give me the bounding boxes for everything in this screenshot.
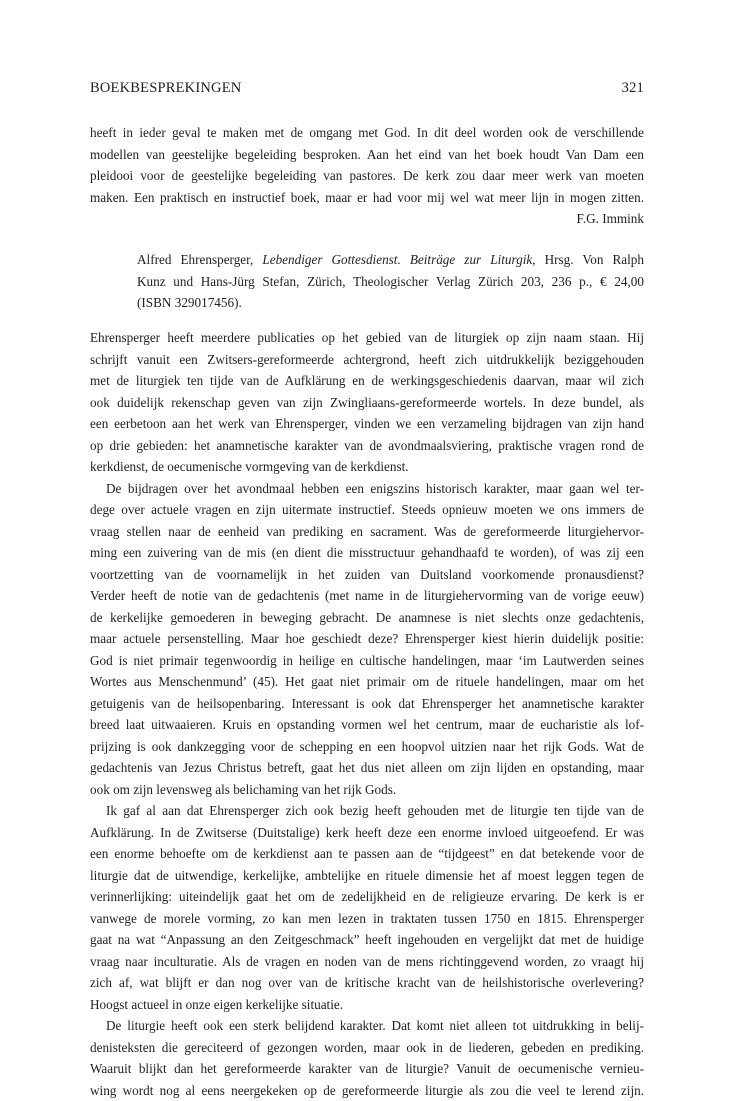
paragraph-line: De bijdragen over het avondmaal hebben een enigszins historisch karakter, maar gaan wel ter- [90,478,644,500]
book-reference [137,249,644,314]
paragraph-line: Wortes aus Menschenmund’ (45). Het gaat niet primair om de rituele handelingen, maar om het [90,671,644,693]
paragraph-line: de kerkelijke gemoederen in beweging gebracht. De anamnese is niet slechts onze gedachtenis, [90,607,644,629]
book-publication-details: Kunz und Hans-Jürg Stefan, Zürich, Theologischer Verlag Zürich 203, 236 p., € 24,00 [137,271,644,293]
paragraph-line: een enorme behoefte om de kerkdienst aan te passen aan de “tijdgeest” en dat betekende voor de [90,843,644,865]
paragraph-line: Ik gaf al aan dat Ehrensperger zich ook bezig heeft gehouden met de liturgie ten tijde van de [90,800,644,822]
page-number: 321 [622,79,644,97]
paragraph-line: dege over actuele vragen en zijn uitermate instructief. Steeds opnieuw moeten we ons immers de [90,499,644,521]
paragraph-line: maar actuele persenstelling. Maar hoe geschiedt deze? Ehrensperger kiest hierin duidelijk positie: [90,628,644,650]
text-line: pleidooi voor de geestelijke begeleiding van pastores. De kerk zou daar meer werk van moeten [90,165,644,187]
paragraph-line: liturgie dat de uitwendige, kerkelijke, ambtelijke en rituele dimensie het af moest leggen tegen de [90,865,644,887]
paragraph-line: prijzing is ook dankzegging voor de schepping en een hoopvol uitzien naar het rijk Gods. Wat de [90,736,644,758]
paragraph-line: Ehrensperger heeft meerdere publicaties op het gebied van de liturgiek op zijn naam staan. Hij [90,327,644,349]
paragraph-line: schrijft vanuit een Zwitsers-gereformeerde achtergrond, heeft zich uitdrukkelijk beziggehouden [90,349,644,371]
paragraph-line: vraag stellen naar de eenheid van prediking en sacrament. Was de gereformeerde liturgiehervor- [90,521,644,543]
paragraph-line: voortzetting van de voornamelijk in het zuiden van Duitsland voorkomende pronausdienst? [90,564,644,586]
paragraph-line: ming een zuivering van de mis (en dient die misstructuur gehandhaafd te worden), of was zij een [90,542,644,564]
paragraph-line: wing wordt nog al eens neergekeken op de gereformeerde liturgie als zou die veel te lerend zijn. [90,1080,644,1101]
paragraph-line: vanwege de morele vorming, zo kan men lezen in traktaten tussen 1750 en 1815. Ehrensperger [90,908,644,930]
book-author: Alfred Ehrensperger, [137,252,262,267]
review-body [90,327,644,1101]
running-title: BOEKBESPREKINGEN [90,79,241,97]
paragraph-line: gedachtenis van Jezus Christus betreft, gaat het dus niet alleen om zijn lijden en opstanding, maar [90,757,644,779]
paragraph-line: op drie gebieden: het anamnetische karakter van de avondmaalsviering, praktische vragen rond de [90,435,644,457]
intro-paragraph [90,122,644,230]
text-line: maken. Een praktisch en instructief boek, maar er had voor mij wel wat meer lijn in mogen zitten. [90,187,644,209]
paragraph-line: Waaruit blijkt dan het gereformeerde karakter van de liturgie? Vanuit de oecumenische vernieu- [90,1058,644,1080]
paragraph-line: ook duidelijk rekenschap geven van zijn Zwingliaans-gereformeerde wortels. In deze bundel, als [90,392,644,414]
running-header [90,79,644,97]
reviewer-signature: F.G. Immink [90,208,644,230]
paragraph-line: breed laat uitwaaieren. Kruis en opstanding vormen wel het centrum, maar de eucharistie als lof- [90,714,644,736]
paragraph-line: De liturgie heeft ook een sterk belijdend karakter. Dat komt niet alleen tot uitdrukking in belij- [90,1015,644,1037]
paragraph-line: gaat na wat “Anpassung an den Zeitgeschmack” heeft ingehouden en vergelijkt dat met de huidige [90,929,644,951]
paragraph-line: een eerbetoon aan het werk van Ehrensperger, vinden we een verzameling bijdragen van zijn hand [90,413,644,435]
paragraph-line: met de liturgiek ten tijde van de Aufklärung en de werkingsgeschiedenis daarvan, maar wil zich [90,370,644,392]
paragraph-line: Aufklärung. In de Zwitserse (Duitstalige) kerk heeft deze een enorme invloed uitgeoefend. Er was [90,822,644,844]
text-line: heeft in ieder geval te maken met de omgang met God. In dit deel worden ook de verschillende [90,122,644,144]
book-reference-line [137,249,644,271]
paragraph-line: denisteksten die gereciteerd of gezongen worden, maar ook in de liederen, gebeden en prediking. [90,1037,644,1059]
paragraph-line: Hoogst actueel in onze eigen kerkelijke situatie. [90,994,644,1016]
paragraph-line: getuigenis van de heilsopenbaring. Interessant is ook dat Ehrensperger het anamnetische karakter [90,693,644,715]
paragraph-line: kerkdienst, de oecumenische vormgeving van de kerkdienst. [90,456,644,478]
paragraph-line: verinnerlijking: uiteindelijk gaat het om de zedelijkheid en de religieuze ervaring. De kerk is er [90,886,644,908]
book-title: Lebendiger Gottesdienst. Beiträge zur Liturgik [262,252,532,267]
paragraph-line: zich af, wat blijft er dan nog over van de kritische kracht van de heilshistorische overlevering? [90,972,644,994]
book-editors: , Hrsg. Von Ralph [532,252,644,267]
text-line: modellen van geestelijke begeleiding besproken. Aan het eind van het boek houdt Van Dam een [90,144,644,166]
book-isbn: (ISBN 329017456). [137,292,644,314]
paragraph-line: Verder heeft de notie van de gedachtenis (met name in de liturgiehervorming van de vorige eeuw) [90,585,644,607]
paragraph-line: vraag naar inculturatie. Als de vragen en noden van de mens richtinggevend worden, zo vraagt hij [90,951,644,973]
paragraph-line: ook om zijn levensweg als belichaming van het rijk Gods. [90,779,644,801]
paragraph-line: God is niet primair tegenwoordig in heilige en cultische handelingen, maar ‘im Lautwerden seines [90,650,644,672]
